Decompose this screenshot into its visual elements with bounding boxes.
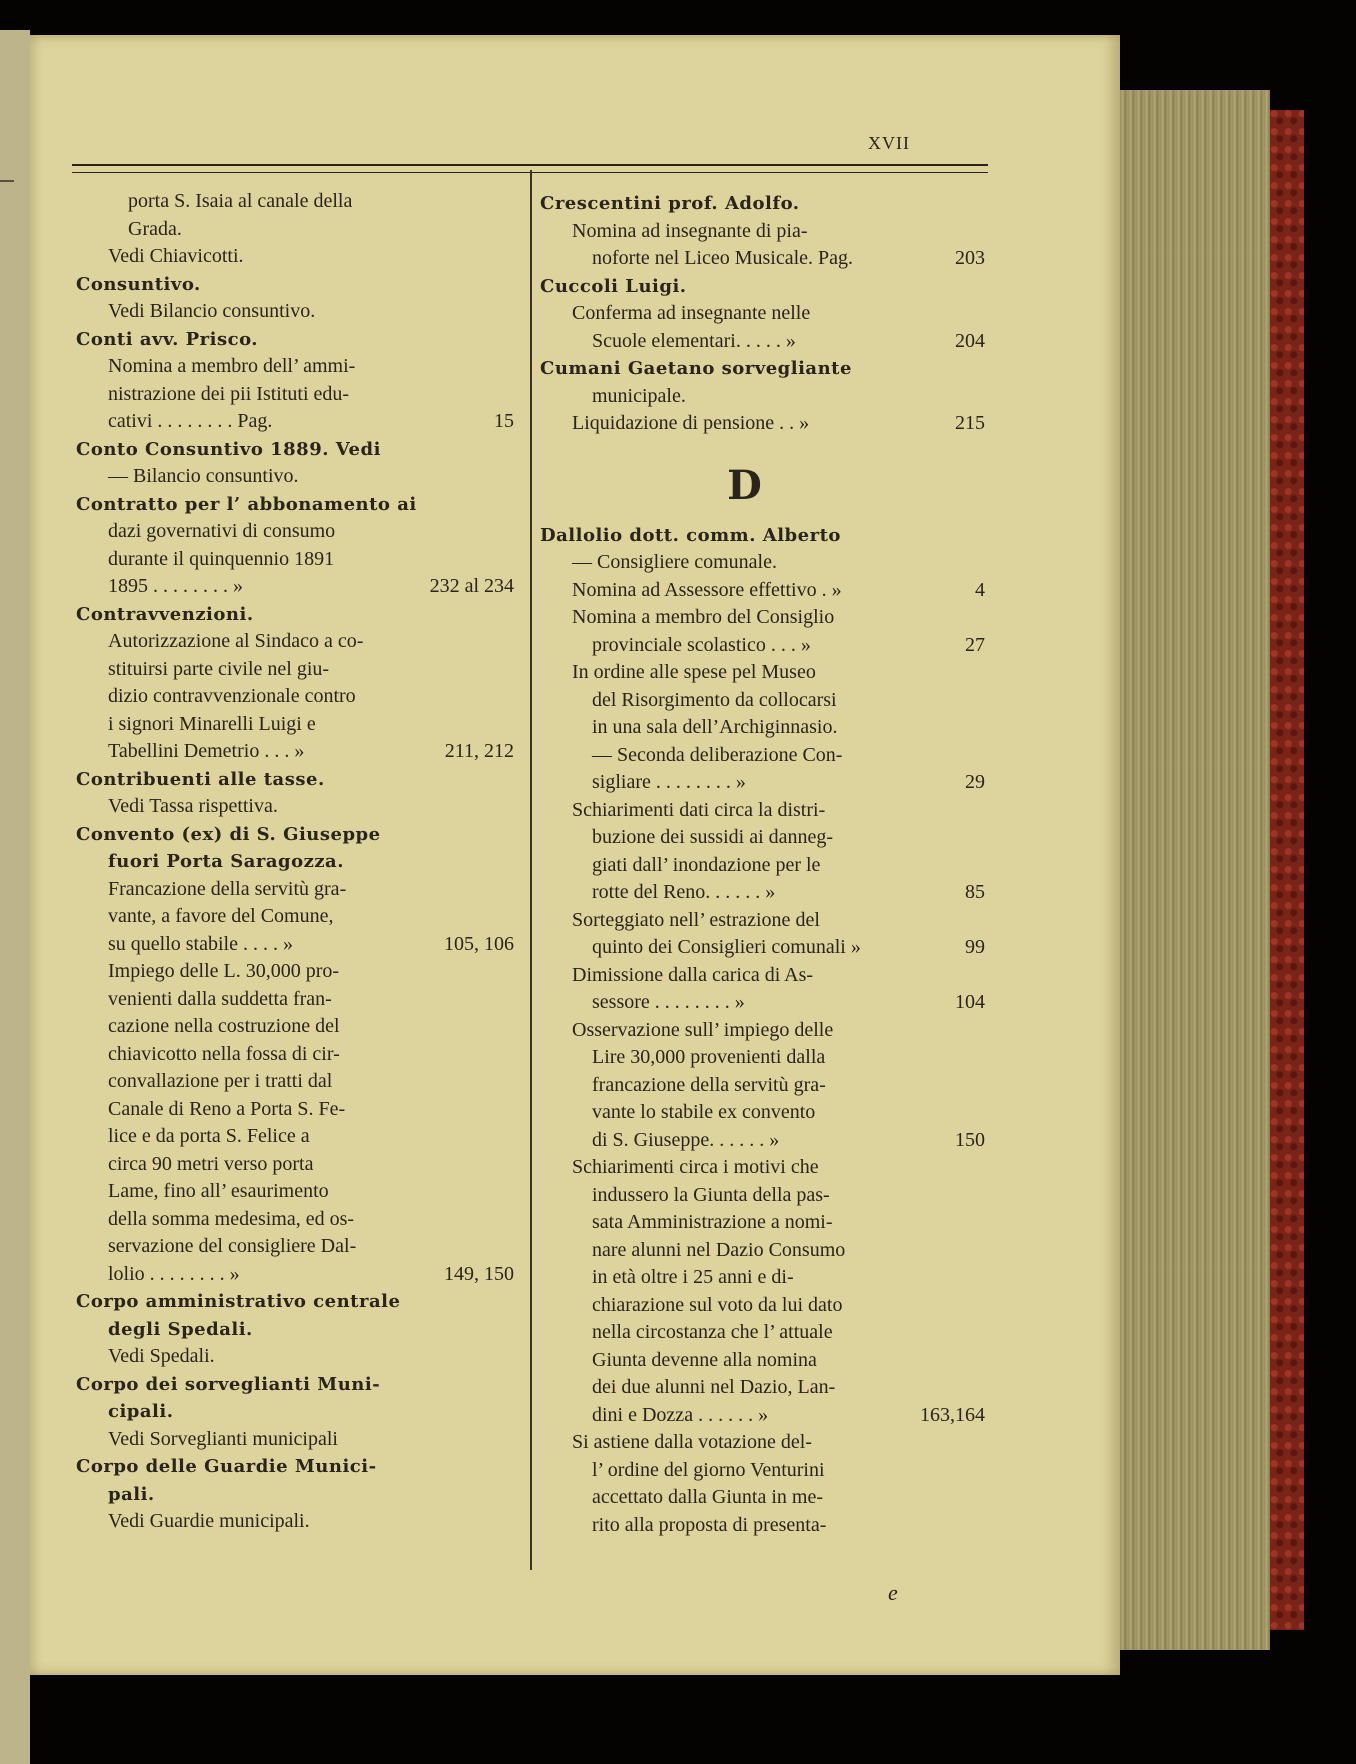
- index-entry-line: [540, 714, 985, 742]
- index-heading: [540, 522, 985, 550]
- index-entry-line: [540, 218, 985, 246]
- entry-text: Impiego delle L. 30,000 pro-: [108, 960, 340, 982]
- index-entry-line: [540, 1209, 985, 1237]
- entry-text: nistrazione dei pii Istituti edu-: [108, 382, 350, 405]
- index-entry-line: [76, 243, 514, 271]
- entry-text: cipali.: [108, 1401, 174, 1422]
- page-reference: 211, 212: [444, 740, 514, 762]
- index-entry-line: [540, 687, 985, 715]
- index-entry-line: [76, 876, 514, 904]
- index-entry-line: [76, 1233, 514, 1261]
- entry-text: Cuccoli Luigi.: [540, 275, 687, 297]
- facing-page-edge: [0, 30, 30, 1764]
- entry-text: giati dall’ inondazione per le: [592, 853, 821, 876]
- index-entry-line: [540, 410, 985, 438]
- entry-text: su quello stabile . . . . »: [108, 932, 293, 955]
- entry-text: nella circostanza che l’ attuale: [592, 1321, 833, 1343]
- index-entry-line: [540, 962, 985, 990]
- entry-text: sessore . . . . . . . . »: [592, 991, 745, 1013]
- entry-text: Corpo dei sorveglianti Muni-: [76, 1373, 381, 1395]
- entry-text: lice e da porta S. Felice a: [108, 1125, 310, 1147]
- index-entry-line: [76, 656, 514, 684]
- page-reference: 215: [955, 412, 985, 434]
- index-entry-line: [76, 711, 514, 739]
- index-entry-line: [540, 934, 985, 962]
- page-reference: 29: [965, 771, 985, 793]
- entry-text: degli Spedali.: [108, 1318, 253, 1340]
- entry-text: pali.: [108, 1483, 155, 1505]
- index-entry-line: [76, 1123, 514, 1151]
- index-entry-line: [76, 1343, 514, 1371]
- index-entry-line: [76, 903, 514, 931]
- index-entry-line: [76, 986, 514, 1014]
- index-entry-line: [540, 1182, 985, 1210]
- index-entry-line: [540, 659, 985, 687]
- index-entry-line: [540, 1402, 985, 1430]
- entry-text: Dimissione dalla carica di As-: [572, 963, 814, 986]
- index-entry-line: [540, 907, 985, 935]
- entry-text: — Seconda deliberazione Con-: [592, 743, 843, 766]
- entry-text: rotte del Reno. . . . . . »: [592, 881, 776, 903]
- entry-text: Corpo delle Guardie Munici-: [76, 1456, 377, 1477]
- entry-text: vante lo stabile ex convento: [592, 1101, 816, 1123]
- index-heading: [76, 821, 514, 849]
- index-heading: [540, 355, 985, 383]
- book-cover-edge: [1270, 110, 1304, 1630]
- index-entry-line: [76, 1068, 514, 1096]
- index-entry-line: [76, 958, 514, 986]
- index-column-right: [540, 190, 985, 1539]
- index-heading: [76, 1316, 514, 1344]
- index-entry-line: [540, 383, 985, 411]
- right-column-top-entries: [540, 190, 985, 438]
- index-entry-line: [540, 632, 985, 660]
- entry-text: Conto Consuntivo 1889. Vedi: [76, 438, 381, 460]
- entry-text: Corpo amministrativo centrale: [76, 1291, 401, 1312]
- entry-text: Nomina ad insegnante di pia-: [572, 219, 808, 242]
- index-heading: [540, 190, 985, 218]
- entry-text: Dallolio dott. comm. Alberto: [540, 524, 841, 546]
- entry-text: Vedi Sorveglianti municipali: [108, 1427, 338, 1450]
- index-entry-line: [540, 989, 985, 1017]
- page-reference: 149, 150: [444, 1262, 514, 1285]
- entry-text: Nomina a membro dell’ ammi-: [108, 355, 356, 377]
- index-entry-line: [76, 1013, 514, 1041]
- entry-text: del Risorgimento da collocarsi: [592, 688, 837, 711]
- index-entry-line: [76, 931, 514, 959]
- entry-text: Grada.: [128, 217, 182, 240]
- entry-text: vante, a favore del Comune,: [108, 905, 334, 927]
- entry-text: indussero la Giunta della pas-: [592, 1183, 830, 1206]
- index-entry-line: [540, 1484, 985, 1512]
- index-entry-line: [540, 1347, 985, 1375]
- index-heading: [76, 271, 514, 299]
- entry-text: venienti dalla suddetta fran-: [108, 987, 332, 1010]
- entry-text: Liquidazione di pensione . . »: [572, 412, 810, 434]
- index-entry-line: [540, 300, 985, 328]
- entry-text: Contravvenzioni.: [76, 603, 254, 625]
- entry-text: municipale.: [592, 384, 686, 407]
- index-entry-line: [76, 381, 514, 409]
- entry-text: Si astiene dalla votazione del-: [572, 1431, 812, 1453]
- entry-text: Crescentini prof. Adolfo.: [540, 193, 800, 214]
- index-entry-line: [76, 683, 514, 711]
- column-divider: [530, 170, 532, 1570]
- entry-text: Conti avv. Prisco.: [76, 328, 259, 350]
- index-entry-line: [76, 1508, 514, 1536]
- index-entry-line: [540, 1512, 985, 1540]
- index-entry-line: [540, 1264, 985, 1292]
- entry-text: Consuntivo.: [76, 273, 201, 295]
- page-reference: 15: [494, 410, 514, 432]
- entry-text: Osservazione sull’ impiego delle: [572, 1018, 834, 1041]
- page-reference: 4: [975, 578, 985, 601]
- index-entry-line: [76, 628, 514, 656]
- index-heading: [76, 1288, 514, 1316]
- entry-text: noforte nel Liceo Musicale. Pag.: [592, 247, 854, 269]
- index-entry-line: [76, 1261, 514, 1289]
- index-entry-line: [76, 1151, 514, 1179]
- index-entry-line: [76, 546, 514, 574]
- page-reference: 232 al 234: [429, 575, 514, 597]
- entry-text: cativi . . . . . . . . Pag.: [108, 410, 273, 432]
- index-heading: [76, 436, 514, 464]
- entry-text: i signori Minarelli Luigi e: [108, 712, 316, 735]
- entry-text: di S. Giuseppe. . . . . . »: [592, 1128, 780, 1151]
- printer-signature: e: [888, 1580, 898, 1605]
- index-entry-line: [540, 1044, 985, 1072]
- entry-text: Lame, fino all’ esaurimento: [108, 1180, 329, 1202]
- entry-text: porta S. Isaia al canale della: [128, 190, 353, 212]
- page-reference: 150: [955, 1128, 985, 1151]
- index-entry-line: [540, 1319, 985, 1347]
- right-column-bottom-entries: [540, 522, 985, 1540]
- index-entry-line: [76, 408, 514, 436]
- entry-text: Giunta devenne alla nomina: [592, 1348, 817, 1371]
- index-entry-line: [76, 298, 514, 326]
- index-entry-line: [540, 604, 985, 632]
- index-entry-line: [540, 852, 985, 880]
- page-reference: 99: [965, 936, 985, 958]
- index-entry-line: [540, 1099, 985, 1127]
- entry-text: quinto dei Consiglieri comunali »: [592, 936, 861, 958]
- index-entry-line: [540, 1457, 985, 1485]
- index-column-left: [76, 188, 514, 1536]
- entry-text: Lire 30,000 provenienti dalla: [592, 1046, 826, 1068]
- entry-text: francazione della servitù gra-: [592, 1073, 826, 1096]
- index-heading: [76, 601, 514, 629]
- entry-text: dini e Dozza . . . . . . »: [592, 1403, 769, 1426]
- entry-text: Autorizzazione al Sindaco a co-: [108, 630, 364, 652]
- entry-text: Cumani Gaetano sorvegliante: [540, 358, 852, 379]
- index-entry-line: [540, 1429, 985, 1457]
- entry-text: Vedi Tassa rispettiva.: [108, 795, 278, 817]
- entry-text: — Consigliere comunale.: [572, 551, 777, 573]
- entry-text: buzione dei sussidi ai danneg-: [592, 826, 834, 848]
- entry-text: Contribuenti alle tasse.: [76, 768, 325, 790]
- index-entry-line: [540, 577, 985, 605]
- index-entry-line: [540, 769, 985, 797]
- index-entry-line: [76, 1041, 514, 1069]
- entry-text: convallazione per i tratti dal: [108, 1070, 333, 1092]
- index-entry-line: [540, 1374, 985, 1402]
- index-entry-line: [540, 1072, 985, 1100]
- index-entry-line: [540, 245, 985, 273]
- index-heading: [76, 326, 514, 354]
- entry-text: Vedi Chiavicotti.: [108, 245, 244, 267]
- entry-text: chiavicotto nella fossa di cir-: [108, 1042, 340, 1065]
- index-entry-line: [76, 518, 514, 546]
- entry-text: In ordine alle spese pel Museo: [572, 661, 816, 683]
- index-entry-line: [540, 879, 985, 907]
- index-entry-line: [76, 738, 514, 766]
- entry-text: provinciale scolastico . . . »: [592, 633, 811, 656]
- index-heading: [76, 1453, 514, 1481]
- entry-text: Vedi Spedali.: [108, 1345, 215, 1367]
- entry-text: accettato dalla Giunta in me-: [592, 1486, 824, 1508]
- entry-text: Convento (ex) di S. Giuseppe: [76, 823, 381, 845]
- entry-text: Francazione della servitù gra-: [108, 877, 347, 900]
- entry-text: Nomina ad Assessore effettivo . »: [572, 578, 842, 601]
- index-entry-line: [540, 824, 985, 852]
- page-reference: 203: [955, 247, 985, 269]
- index-heading: [76, 1481, 514, 1509]
- index-heading: [76, 848, 514, 876]
- entry-text: Sorteggiato nell’ estrazione del: [572, 908, 820, 931]
- page-reference: 204: [955, 329, 985, 352]
- entry-text: l’ ordine del giorno Venturini: [592, 1458, 825, 1481]
- index-entry-line: [76, 1178, 514, 1206]
- index-entry-line: [540, 1017, 985, 1045]
- entry-text: dei due alunni nel Dazio, Lan-: [592, 1376, 836, 1398]
- index-entry-line: [540, 797, 985, 825]
- index-entry-line: [76, 216, 514, 244]
- entry-text: circa 90 metri verso porta: [108, 1152, 314, 1175]
- entry-text: chiarazione sul voto da lui dato: [592, 1293, 843, 1316]
- entry-text: Tabellini Demetrio . . . »: [108, 740, 305, 762]
- entry-text: Conferma ad insegnante nelle: [572, 302, 811, 324]
- entry-text: sata Amministrazione a nomi-: [592, 1211, 833, 1233]
- entry-text: lolio . . . . . . . . »: [108, 1262, 240, 1285]
- entry-text: 1895 . . . . . . . . »: [108, 575, 243, 597]
- entry-text: Vedi Guardie municipali.: [108, 1510, 310, 1532]
- index-entry-line: [76, 793, 514, 821]
- index-heading: [76, 491, 514, 519]
- index-heading: [76, 1371, 514, 1399]
- index-entry-line: [76, 1206, 514, 1234]
- index-entry-line: [76, 1096, 514, 1124]
- page-reference: 163,164: [920, 1403, 985, 1426]
- section-letter: D: [727, 461, 762, 509]
- page-reference: 105, 106: [444, 932, 514, 955]
- index-entry-line: [76, 573, 514, 601]
- entry-text: — Bilancio consuntivo.: [108, 465, 299, 487]
- index-entry-line: [76, 463, 514, 491]
- entry-text: servazione del consigliere Dal-: [108, 1235, 357, 1257]
- entry-text: Nomina a membro del Consiglio: [572, 606, 835, 628]
- page-reference: 104: [955, 991, 985, 1013]
- index-heading: [76, 766, 514, 794]
- entry-text: Scuole elementari. . . . . »: [592, 329, 796, 352]
- index-entry-line: [76, 1426, 514, 1454]
- entry-text: fuori Porta Saragozza.: [108, 851, 344, 872]
- entry-text: dazi governativi di consumo: [108, 520, 336, 542]
- entry-text: Schiarimenti dati circa la distri-: [572, 798, 826, 821]
- index-entry-line: [540, 549, 985, 577]
- index-entry-line: [540, 742, 985, 770]
- index-entry-line: [540, 328, 985, 356]
- page-reference: 27: [965, 633, 985, 656]
- entry-text: nare alunni nel Dazio Consumo: [592, 1238, 846, 1261]
- entry-text: Canale di Reno a Porta S. Fe-: [108, 1097, 346, 1120]
- entry-text: cazione nella costruzione del: [108, 1015, 340, 1037]
- index-entry-line: [76, 353, 514, 381]
- index-entry-line: [540, 1154, 985, 1182]
- entry-text: in una sala dell’Archiginnasio.: [592, 716, 838, 738]
- index-heading: [540, 273, 985, 301]
- index-entry-line: [540, 1292, 985, 1320]
- book-page-edges: [1120, 90, 1270, 1650]
- entry-text: sigliare . . . . . . . . »: [592, 771, 746, 793]
- entry-text: Contratto per l’ abbonamento ai: [76, 493, 417, 515]
- index-entry-line: [76, 188, 514, 216]
- entry-text: rito alla proposta di presenta-: [592, 1513, 827, 1536]
- entry-text: della somma medesima, ed os-: [108, 1207, 355, 1230]
- entry-text: Schiarimenti circa i motivi che: [572, 1156, 819, 1178]
- index-entry-line: [540, 1127, 985, 1155]
- page-reference: 85: [965, 881, 985, 903]
- entry-text: durante il quinquennio 1891: [108, 547, 335, 570]
- entry-text: dizio contravvenzionale contro: [108, 685, 356, 707]
- entry-text: Vedi Bilancio consuntivo.: [108, 300, 316, 322]
- page-number: XVII: [868, 133, 910, 153]
- index-heading: [76, 1398, 514, 1426]
- entry-text: stituirsi parte civile nel giu-: [108, 657, 330, 680]
- entry-text: in età oltre i 25 anni e di-: [592, 1266, 794, 1288]
- index-entry-line: [540, 1237, 985, 1265]
